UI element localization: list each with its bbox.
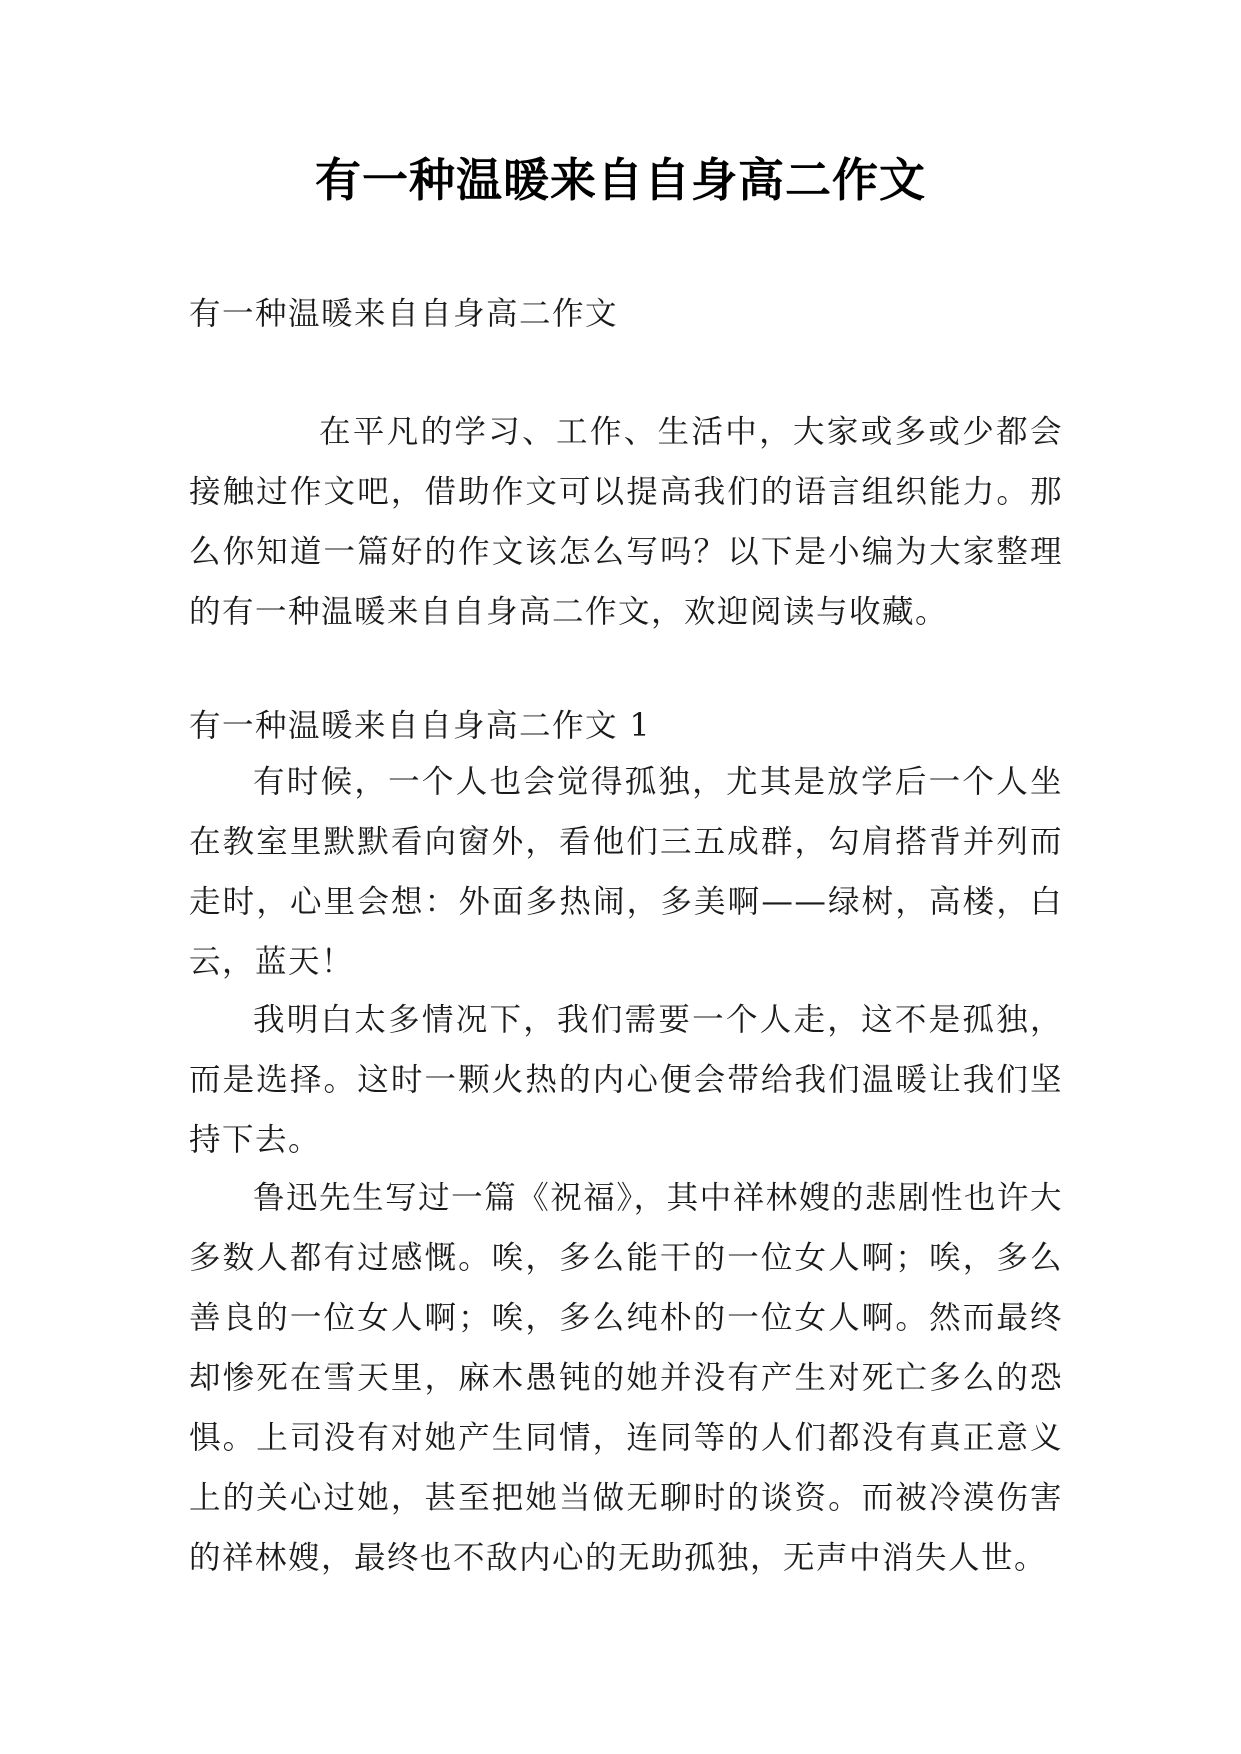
body-paragraph-3: 鲁迅先生写过一篇《祝福》，其中祥林嫂的悲剧性也许大多数人都有过感慨。唉，多么能干的一位女人啊；唉，多么善良的一位女人啊；唉，多么纯朴的一位女人啊。然而最终却惨死在雪天里，麻木愚钝的她并没有产生对死亡多么的恐惧。上司没有对她产生同情，连同等的人们都没有真正意义上的关心过她，甚至把她当做无聊时的谈资。而被冷漠伤害的祥林嫂，最终也不敌内心的无助孤独，无声中消失人世。 [189,1180,1063,1576]
intro-paragraph: 在平凡的学习、工作、生活中，大家或多或少都会接触过作文吧，借助作文可以提高我们的语言组织能力。那么你知道一篇好的作文该怎么写吗？以下是小编为大家整理的有一种温暖来自自身高二作文，欢迎阅读与收藏。 [189,414,1063,630]
document-subtitle: 有一种温暖来自自身高二作文 [189,296,619,332]
section-heading: 有一种温暖来自自身高二作文 1 [189,708,652,744]
body-paragraph-2: 我明白太多情况下，我们需要一个人走，这不是孤独，而是选择。这时一颗火热的内心便会带给我们温暖让我们坚持下去。 [189,1002,1063,1158]
body-paragraph-1: 有时候，一个人也会觉得孤独，尤其是放学后一个人坐在教室里默默看向窗外，看他们三五成群，勾肩搭背并列而走时，心里会想：外面多热闹，多美啊——绿树，高楼，白云，蓝天！ [189,764,1063,980]
document-title: 有一种温暖来自自身高二作文 [315,153,926,207]
